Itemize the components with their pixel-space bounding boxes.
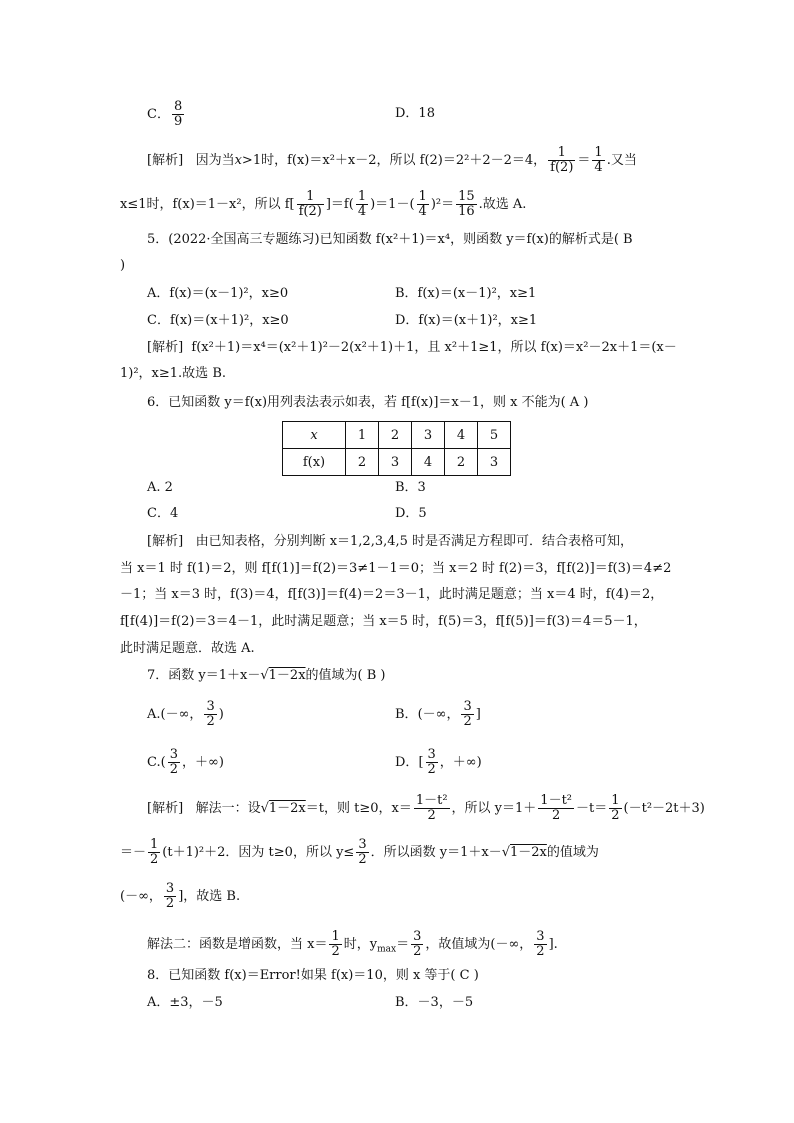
fraction bbox=[329, 930, 341, 959]
denominator: 4 bbox=[418, 204, 427, 219]
table-cell: 3 bbox=[379, 449, 412, 476]
text: ]. bbox=[548, 937, 558, 952]
table-cell: 2 bbox=[445, 449, 478, 476]
text: 时，y bbox=[343, 937, 378, 952]
fraction bbox=[456, 190, 477, 219]
text: ，所以 y＝1＋ bbox=[451, 801, 537, 816]
q6-stem: 6．已知函数 y＝f(x)用列表法表示如表，若 f[f(x)]＝x－1，则 x 不能为( A ) bbox=[147, 395, 589, 410]
var: x bbox=[234, 153, 242, 168]
text: [ bbox=[418, 755, 424, 770]
numerator: 3 bbox=[206, 699, 215, 714]
text: )＝1－( bbox=[370, 197, 415, 212]
q6-option-d: D．5 bbox=[395, 506, 427, 521]
table-row bbox=[283, 449, 511, 476]
table-cell: 3 bbox=[478, 449, 511, 476]
text: ( bbox=[160, 755, 166, 770]
denominator: 2 bbox=[427, 762, 436, 777]
q4-option-d: D．18 bbox=[395, 106, 435, 121]
q6-analysis-line-3: －1；当 x＝3 时，f(3)＝4，f[f(3)]＝f(4)＝2＝3－1，此时满足题意；当 x＝4 时，f(4)＝2， bbox=[120, 587, 664, 602]
text: ] bbox=[475, 707, 481, 722]
text: ＝－ bbox=[120, 845, 147, 860]
text: 7．函数 y＝1＋x－ bbox=[147, 668, 261, 683]
fraction bbox=[297, 190, 324, 219]
text: ＝t，则 t≥0，x＝ bbox=[305, 801, 412, 816]
q8-option-a: A．±3，－5 bbox=[147, 995, 223, 1010]
q5-analysis-line-1 bbox=[147, 338, 677, 358]
text: 由已知表格，分别判断 x＝1,2,3,4,5 时是否满足方程即可．结合表格可知， bbox=[195, 534, 634, 549]
table-header-x: x bbox=[283, 422, 346, 449]
denominator: 2 bbox=[331, 944, 340, 959]
fraction bbox=[417, 190, 429, 219]
q6-analysis-line-1 bbox=[147, 532, 633, 552]
text: ，＋∞) bbox=[439, 755, 482, 770]
q7-option-c bbox=[147, 748, 224, 777]
numerator: 3 bbox=[536, 929, 545, 944]
denominator: f(2) bbox=[298, 204, 322, 219]
q5-analysis-line-2: 1)²，x≥1.故选 B. bbox=[120, 366, 226, 381]
fraction bbox=[592, 146, 604, 175]
q6-analysis-line-5: 此时满足题意．故选 A. bbox=[120, 641, 255, 656]
text: ．所以函数 y＝1＋x－ bbox=[370, 845, 502, 860]
table-cell: 2 bbox=[379, 422, 412, 449]
fraction bbox=[609, 794, 621, 823]
q5-option-a: A．f(x)＝(x－1)²，x≥0 bbox=[147, 286, 289, 301]
denominator: 4 bbox=[594, 160, 603, 175]
numerator: 1 bbox=[297, 190, 324, 205]
text: f(x²＋1)＝x⁴＝(x²＋1)²－2(x²＋1)＋1，且 x²＋1≥1，所以 f(x)＝x²－2x＋1＝(x－ bbox=[191, 340, 677, 355]
fraction bbox=[414, 794, 450, 823]
numerator: 15 bbox=[458, 189, 475, 204]
numerator: 8 bbox=[173, 99, 183, 114]
numerator: 1 bbox=[548, 146, 575, 161]
text: .故选 A. bbox=[478, 197, 527, 212]
q6-option-b: B．3 bbox=[395, 480, 426, 495]
text: (t＋1)²＋2．因为 t≥0，所以 y≤ bbox=[162, 845, 355, 860]
denominator: 2 bbox=[536, 944, 545, 959]
text: (－∞， bbox=[120, 889, 162, 904]
denominator: 2 bbox=[552, 808, 561, 823]
text: x≤1时，f(x)＝1－x²，所以 f[ bbox=[120, 197, 295, 212]
fraction bbox=[534, 930, 546, 959]
text: (－∞， bbox=[417, 707, 460, 722]
denominator: 2 bbox=[206, 714, 215, 729]
denominator: 16 bbox=[458, 204, 475, 219]
denominator: 2 bbox=[358, 852, 367, 867]
text: －t＝ bbox=[576, 801, 608, 816]
text: 的值域为 bbox=[546, 845, 599, 860]
numerator: 3 bbox=[427, 747, 436, 762]
table-cell: 5 bbox=[478, 422, 511, 449]
q7-stem: 7．函数 y＝1＋x－√1－2x的值域为( B ) bbox=[147, 668, 386, 683]
text: ) bbox=[218, 707, 224, 722]
q6-analysis-line-4: f[f(4)]＝f(2)＝3＝4－1，此时满足题意；当 x＝5 时，f(5)＝3，f[f(5)]＝f(3)＝4＝5－1， bbox=[120, 614, 647, 629]
denominator: 9 bbox=[173, 114, 183, 129]
numerator: 1 bbox=[150, 837, 159, 852]
q7-option-a bbox=[147, 700, 224, 729]
q7-analysis-line-1: [解析] 解法一：设√1－2x＝t，则 t≥0，x＝ $\frac{\text{1－t²}}{2}$ ，所以 y＝1＋ $\frac{\text{1－t²}}{2}$ －t＝ $\frac{1}{2}$ (－t²－2t＋3) bbox=[147, 793, 705, 823]
numerator: 1 bbox=[357, 189, 367, 204]
numerator: 3 bbox=[413, 929, 422, 944]
radicand: 1－2x bbox=[268, 668, 306, 683]
denominator: 2 bbox=[169, 762, 178, 777]
text: (－∞， bbox=[160, 707, 203, 722]
table-cell: 4 bbox=[445, 422, 478, 449]
subscript: max bbox=[377, 944, 397, 955]
option-label: B． bbox=[395, 707, 418, 722]
q7-option-b bbox=[395, 700, 481, 729]
table-cell: 2 bbox=[346, 449, 379, 476]
q5-stem-line-1: 5．(2022·全国高三专题练习)已知函数 f(x²＋1)＝x⁴，则函数 y＝f(x)的解析式是( B bbox=[147, 232, 633, 247]
analysis-tag: [解析] bbox=[147, 153, 184, 168]
text: >1时，f(x)＝x²＋x－2，所以 f(2)＝2²＋2－2＝4， bbox=[241, 153, 547, 168]
q7-analysis-line-3 bbox=[120, 882, 240, 911]
numerator: 1 bbox=[331, 929, 340, 944]
q7-option-d bbox=[395, 748, 482, 777]
radicand: 1－2x bbox=[268, 801, 306, 816]
numerator: 1 bbox=[594, 145, 603, 160]
analysis-tag: [解析] bbox=[147, 340, 184, 355]
denominator: f(2) bbox=[550, 160, 574, 175]
q4-analysis-line-1 bbox=[147, 146, 637, 175]
q5-option-c: C．f(x)＝(x＋1)²，x≥0 bbox=[147, 313, 289, 328]
numerator: 3 bbox=[358, 837, 367, 852]
denominator: 2 bbox=[611, 808, 620, 823]
q4-analysis-line-2 bbox=[120, 190, 526, 219]
fraction bbox=[356, 838, 368, 867]
numerator: 1 bbox=[611, 793, 620, 808]
option-label: C． bbox=[147, 107, 170, 122]
option-label: C. bbox=[147, 755, 161, 770]
table-row bbox=[283, 422, 511, 449]
fraction bbox=[168, 748, 180, 777]
fraction bbox=[538, 794, 574, 823]
text: 解法二：函数是增函数，当 x＝ bbox=[147, 937, 328, 952]
q6-analysis-line-2: 当 x＝1 时 f(1)＝2，则 f[f(1)]＝f(2)＝3≠1－1＝0；当 x＝2 时 f(2)＝3，f[f(2)]＝f(3)＝4≠2 bbox=[120, 561, 672, 576]
fraction bbox=[411, 930, 423, 959]
value-table bbox=[282, 421, 511, 476]
text: (－t²－2t＋3) bbox=[623, 801, 705, 816]
q8-option-b: B．－3，－5 bbox=[395, 995, 474, 1010]
q6-option-c: C．4 bbox=[147, 506, 179, 521]
denominator: 2 bbox=[165, 896, 175, 911]
text: ，＋∞) bbox=[181, 755, 224, 770]
denominator: 2 bbox=[427, 808, 436, 823]
q5-option-b: B．f(x)＝(x－1)²，x≥1 bbox=[395, 286, 537, 301]
denominator: 4 bbox=[357, 204, 367, 219]
text: 解法一：设 bbox=[195, 801, 261, 816]
text: ]＝f( bbox=[325, 197, 354, 212]
fraction bbox=[426, 748, 438, 777]
q5-stem-line-2: ) bbox=[120, 258, 126, 273]
table-cell: 1 bbox=[346, 422, 379, 449]
numerator: 1－t² bbox=[540, 793, 573, 808]
denominator: 2 bbox=[150, 852, 159, 867]
fraction bbox=[204, 700, 216, 729]
text: 的值域为( B ) bbox=[305, 668, 386, 683]
text: ，故值域为(－∞， bbox=[425, 937, 533, 952]
q7-analysis-line-2: ＝－ $\frac{1}{2}$ (t＋1)²＋2．因为 t≥0，所以 y≤ $\frac{3}{2}$ ．所以函数 y＝1＋x－√1－2x的值域为 bbox=[120, 837, 599, 867]
text: .又当 bbox=[606, 153, 637, 168]
denominator: 2 bbox=[463, 714, 472, 729]
option-label: D． bbox=[395, 755, 419, 770]
numerator: 1－t² bbox=[415, 793, 448, 808]
option-label: A. bbox=[147, 707, 161, 722]
q8-stem: 8．已知函数 f(x)＝Error!如果 f(x)＝10，则 x 等于( C ) bbox=[147, 968, 479, 983]
denominator: 2 bbox=[413, 944, 422, 959]
fraction bbox=[548, 146, 575, 175]
table-cell: 3 bbox=[412, 422, 445, 449]
numerator: 1 bbox=[418, 189, 427, 204]
q5-option-d: D．f(x)＝(x＋1)²，x≥1 bbox=[395, 313, 538, 328]
q7-analysis-line-4 bbox=[147, 930, 558, 960]
numerator: 3 bbox=[169, 747, 178, 762]
fraction bbox=[148, 838, 160, 867]
table-header-fx: f(x) bbox=[283, 449, 346, 476]
analysis-tag: [解析] bbox=[147, 534, 184, 549]
fraction bbox=[164, 882, 176, 911]
fraction bbox=[172, 100, 184, 129]
numerator: 3 bbox=[463, 699, 472, 714]
q6-option-a: A. 2 bbox=[147, 480, 173, 495]
text: )²＝ bbox=[430, 197, 455, 212]
table-cell: 4 bbox=[412, 449, 445, 476]
radicand: 1－2x bbox=[509, 845, 547, 860]
fraction bbox=[356, 190, 368, 219]
text: 因为当 bbox=[195, 153, 235, 168]
fraction bbox=[461, 700, 473, 729]
analysis-tag: [解析] bbox=[147, 801, 184, 816]
text: ＝ bbox=[577, 153, 591, 168]
text: ]，故选 B. bbox=[178, 889, 241, 904]
numerator: 3 bbox=[165, 881, 175, 896]
text: ＝ bbox=[396, 937, 410, 952]
q4-option-c bbox=[147, 100, 186, 129]
